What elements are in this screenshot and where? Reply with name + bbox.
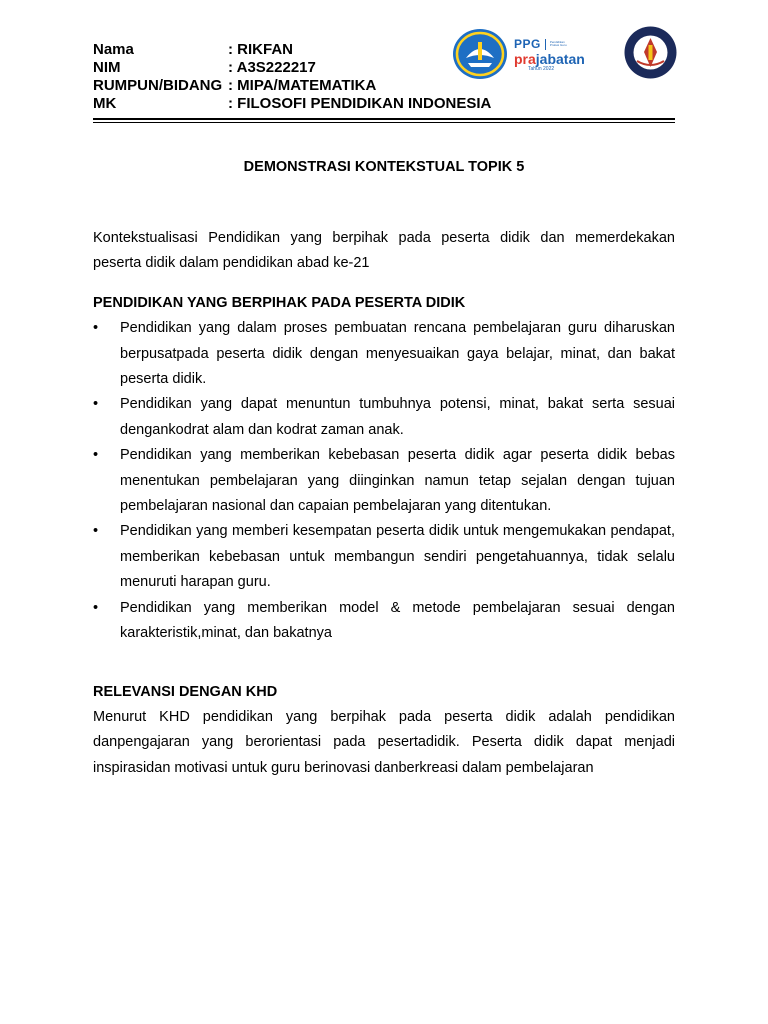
info-row-rumpun	[93, 77, 491, 95]
section-heading-berpihak: PENDIDIKAN YANG BERPIHAK PADA PESERTA DIDIK	[93, 294, 466, 311]
bullet-list	[93, 316, 675, 646]
header-rule-thick	[93, 118, 675, 120]
intro-paragraph: Kontekstualisasi Pendidikan yang berpihak pada peserta didik dan memerdekakan peserta didik dalam pendidikan abad ke-21	[93, 230, 675, 272]
section-heading-khd: RELEVANSI DENGAN KHD	[93, 683, 278, 700]
document-title: DEMONSTRASI KONTEKSTUAL TOPIK 5	[243, 159, 525, 175]
prajabatan-part-b: jabatan	[535, 51, 585, 67]
bullet-item: • Pendidikan yang memberi kesempatan peserta didik untuk mengemukakan pendapat, memberikan kebebasan untuk membangun sendiri pengetahuannya, tidak selalu menuruti harapan guru.	[93, 519, 675, 595]
info-label: Nama	[93, 41, 134, 58]
header-logos	[452, 24, 678, 82]
bullet-item: • Pendidikan yang dalam proses pembuatan rencana pembelajaran guru diharuskan berpusatpada peserta didik dengan menyesuaikan gaya belajar, minat, dan bakat peserta didik.	[93, 316, 675, 392]
ppg-label: PPG	[514, 37, 541, 51]
khd-paragraph: Menurut KHD pendidikan yang berpihak pada peserta didik adalah pendidikan danpengajaran yang berorientasi pada pesertadidik. Peserta didik dapat menjadi inspirasidan motivasi untuk guru berinovasi danberkreasi dalam pembelajaran	[93, 708, 675, 776]
info-label: NIM	[93, 59, 121, 76]
kemdikbud-logo-icon	[452, 28, 508, 80]
ppg-subtitle: Pendidikan Profesi Guru	[549, 40, 567, 47]
info-row-mk	[93, 95, 491, 113]
prajabatan-part-a: pra	[514, 51, 536, 67]
bullet-item: • Pendidikan yang memberikan model & metode pembelajaran sesuai dengan karakteristik,minat, dan bakatnya	[93, 596, 675, 647]
university-seal-icon	[623, 25, 678, 80]
info-label: RUMPUN/BIDANG	[93, 77, 223, 94]
info-value: : MIPA/MATEMATIKA	[228, 77, 377, 94]
info-value: : FILOSOFI PENDIDIKAN INDONESIA	[228, 95, 492, 112]
prajabatan-wordmark	[514, 52, 606, 66]
ppg-prajabatan-logo	[514, 37, 606, 77]
info-value: : A3S222217	[228, 59, 316, 76]
bullet-item: • Pendidikan yang dapat menuntun tumbuhnya potensi, minat, bakat serta sesuai dengankodrat alam dan kodrat zaman anak.	[93, 392, 675, 443]
header-rule-thin	[93, 122, 675, 123]
info-row-nim	[93, 59, 491, 77]
info-value: : RIKFAN	[228, 41, 293, 58]
ppg-separator	[545, 39, 546, 50]
tahun-label: Tahun 2022	[528, 66, 555, 72]
document-body	[93, 226, 675, 781]
student-info	[93, 41, 491, 113]
info-row-nama	[93, 41, 491, 59]
info-label: MK	[93, 95, 117, 112]
bullet-item: • Pendidikan yang memberikan kebebasan peserta didik agar peserta didik bebas menentukan pembelajaran yang diinginkan namun tetap sejalan dengan tujuan pembelajaran nasional dan capaian pembelajaran yang ditentukan.	[93, 443, 675, 519]
